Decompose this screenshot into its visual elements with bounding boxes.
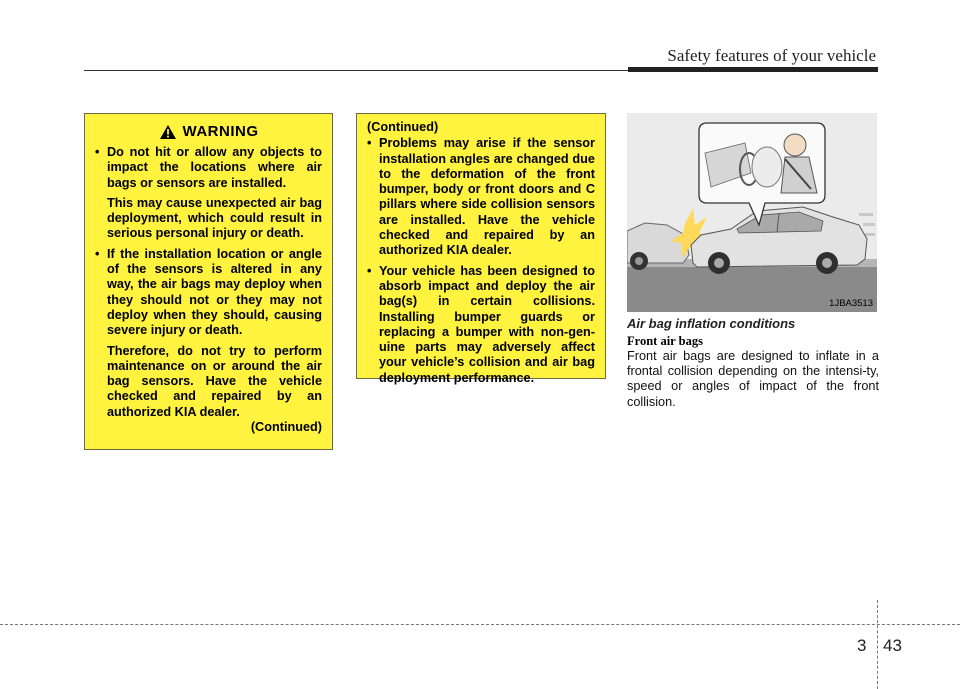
warning-triangle-icon bbox=[159, 124, 177, 140]
speed-line bbox=[865, 233, 875, 236]
bullet: • bbox=[95, 145, 100, 159]
occupant-head bbox=[784, 134, 806, 156]
bullet: • bbox=[367, 136, 372, 151]
continued-label: (Continued) bbox=[250, 420, 322, 435]
rear-car-hub bbox=[635, 257, 643, 265]
warning-title: WARNING bbox=[182, 123, 259, 141]
running-header: Safety features of your vehicle bbox=[667, 46, 876, 65]
warning-item-text: If the installation location or angle of the sensors is altered in any way, the air bags may deploy when they should not or they may not deploy when they should, causing severe injury or death. bbox=[107, 246, 322, 338]
warning-item-followup: Therefore, do not try to perform maintenance on or around the air bag sensors. Have the vehicle checked and repaired by an authorized KIA dealer. bbox=[107, 343, 322, 419]
chapter-number: 3 bbox=[857, 636, 867, 655]
front-car-hub-front bbox=[714, 258, 724, 268]
collision-drawing bbox=[627, 113, 877, 312]
warning-header bbox=[95, 124, 322, 140]
continued-warning-box bbox=[356, 113, 606, 385]
sub-heading: Front air bags bbox=[627, 334, 703, 348]
warning-item bbox=[95, 145, 322, 191]
section-heading: Air bag inflation conditions bbox=[627, 316, 796, 331]
warning-item-text: Your vehicle has been designed to absorb impact and deploy the air bag(s) in certain collisions. Installing bumper guards or replacing a bumper with non-gen-uine parts may adversely affect your vehicle’s collision and air bag deployment performance. bbox=[379, 263, 595, 385]
warning-item bbox=[367, 264, 595, 386]
figure-code: 1JBA3513 bbox=[829, 298, 873, 309]
header-rule-accent bbox=[628, 67, 878, 72]
warning-item-text: Do not hit or allow any objects to impact the locations where air bags or sensors are installed. bbox=[107, 145, 322, 190]
footer-rule bbox=[0, 624, 960, 625]
page-number: 43 bbox=[883, 636, 902, 655]
speed-line bbox=[863, 223, 875, 226]
airbag bbox=[752, 147, 782, 187]
warning-item-text: Problems may arise if the sensor installation angles are changed due to the deformation of the front bumper, body or front doors and C pillars where side collision sensors are installed. Have the vehicle checked and repaired by an authorized KIA dealer. bbox=[379, 136, 595, 258]
footer-divider bbox=[877, 600, 878, 689]
warning-item-followup: This may cause unexpected air bag deployment, which could result in serious personal injury or death. bbox=[107, 195, 322, 241]
bullet: • bbox=[95, 246, 100, 261]
warning-item bbox=[367, 136, 595, 258]
body-paragraph: Front air bags are designed to inflate in a frontal collision depending on the intensi-ty, speed or angles of impact of the front collision. bbox=[627, 349, 879, 409]
warning-box bbox=[84, 113, 333, 450]
continued-label: (Continued) bbox=[367, 120, 439, 134]
collision-illustration bbox=[627, 113, 877, 312]
warning-item bbox=[95, 247, 322, 339]
speed-line bbox=[859, 213, 873, 216]
front-car-hub-rear bbox=[822, 258, 832, 268]
bullet: • bbox=[367, 263, 372, 278]
